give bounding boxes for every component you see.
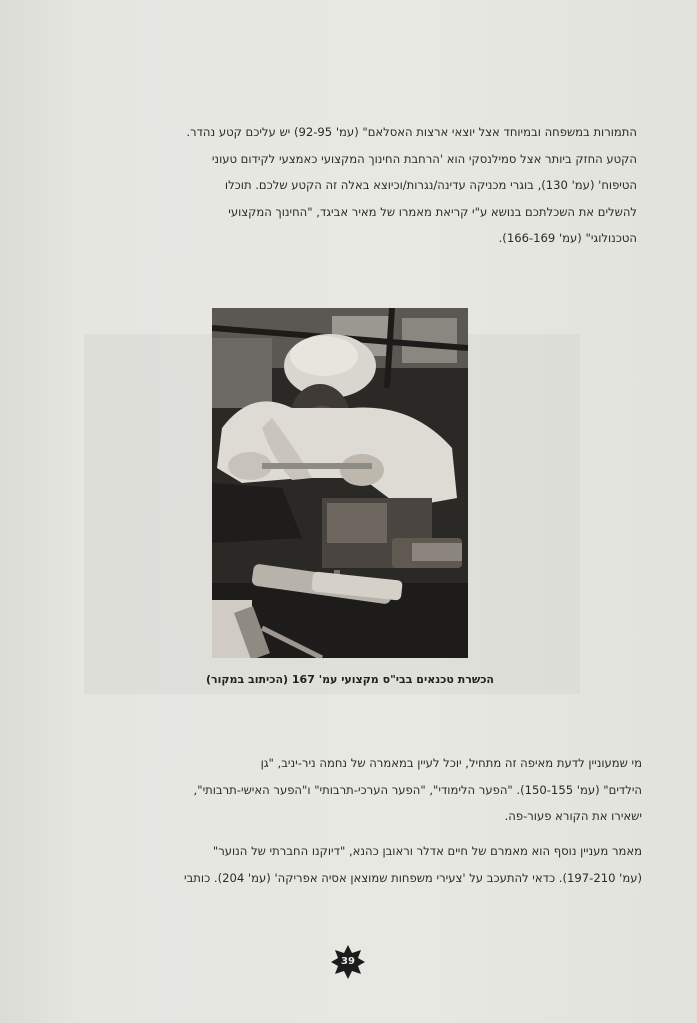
text-line: להשלים את השכלתכם בנושא ע"י קריאת מאמרו של מאיר אביגד, "החינוך המקצועי <box>228 204 637 219</box>
figure-caption: הכשרת טכנאים בבי"ס מקצועי עמ' 167 (הכיתוב במקור) <box>206 673 494 686</box>
text-line: ישאירו את הקורא פעור-פה. <box>504 809 642 823</box>
page-number: 39 <box>341 956 355 967</box>
text-line: (עמ' 197-210). כדאי להתעכב על 'צעירי משפחות שמוצאן אסיה אפריקה' (עמ' 204). כותבי <box>184 870 642 885</box>
text-line: הטיפוח' (עמ' 130), בוגרי מכניקה עדינה/נגרות/וכיוצא באלה זה הקטע שלכם. תוכלו <box>224 178 637 192</box>
paragraph-middle <box>52 750 642 830</box>
paragraph-bottom <box>52 838 642 891</box>
text-line: מי שמעוניין לדעת מאיפה זה מתחיל, יוכל לעיין במאמרה של נחמה ניר-יניב, "גן <box>260 756 642 770</box>
text-line: הטכנולוגי" (עמ' 166-169). <box>498 231 637 245</box>
page-number-badge <box>331 945 365 979</box>
paragraph-top <box>57 119 637 252</box>
text-line: מאמר מעניין נוסף הוא מאמרם של חיים אדלר וראובן כהנא, "דיוקנו החברתי של הנוער" <box>212 844 642 858</box>
text-line: הילדים" (עמ' 150-155). "הפער הלימודי", "הפער הערכי-תרבותי" ו"הפער האישי-תרבותי", <box>193 782 642 797</box>
photograph-student-at-workbench <box>212 308 468 658</box>
text-line: התמורות במשפחה ובמיוחד אצל יוצאי ארצות האסלאם" (עמ' 92-95) יש עליכם קטע נהדר. <box>186 125 637 139</box>
text-line: הקטע החזק ביותר אצל סמילנסקי הוא 'הרחבת החינוך המקצועי כאמצעי לקידום טעוני <box>211 151 637 166</box>
